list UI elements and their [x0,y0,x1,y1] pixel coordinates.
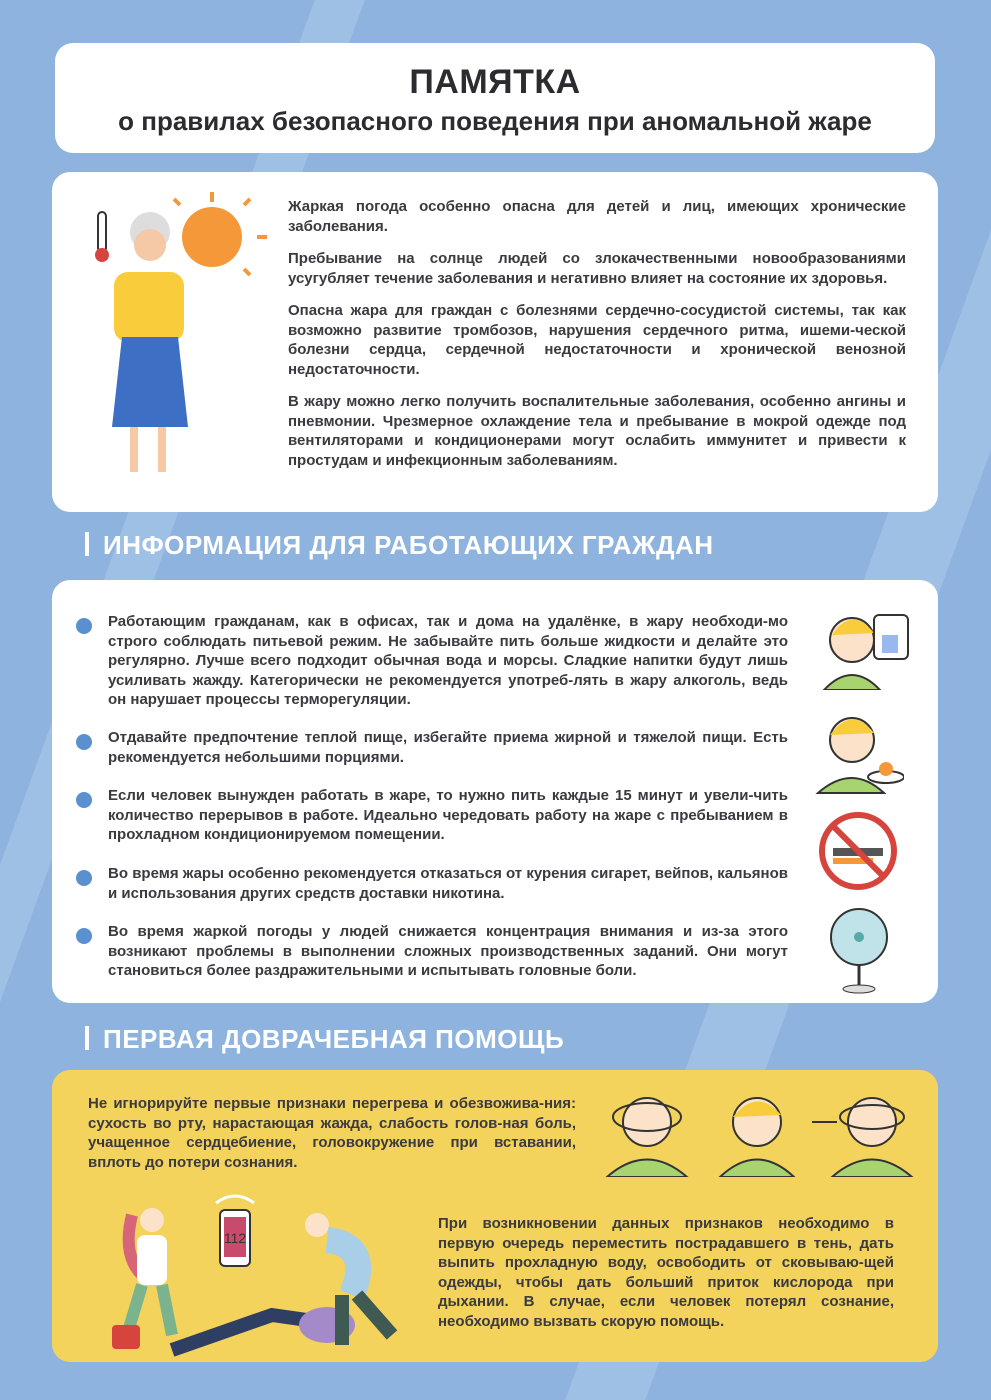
overheating-symptoms-illustration [602,1082,922,1177]
title-card [55,43,935,153]
section-heading-work: ИНФОРМАЦИЯ ДЛЯ РАБОТАЮЩИХ ГРАЖДАН [85,530,714,561]
list-item: Если человек вынужден работать в жаре, то нужно пить каждые 15 минут и увели-чить количество перерывов в работе. Идеально чередовать работу на жаре с пребыванием в прохладном кондиционируемом помещении. [86,786,788,845]
list-item: Отдавайте предпочтение теплой пище, избегайте приема жирной и тяжелой пищи. Есть рекомендуется небольшими порциями. [86,728,788,767]
list-item: Работающим гражданам, как в офисах, так и дома на удалёнке, в жару необходи-мо строго соблюдать питьевой режим. Не забывайте пить больше жидкости и делайте это регулярно. Лучше всего подходит обычная вода и морсы. Сладкие напитки будут лишь усиливать жажду. Категорически не рекомендуется употреб-лять в жару алкоголь, ведь он нарушает процессы терморегуляции. [86,612,788,710]
page-subtitle: о правилах безопасного поведения при аномальной жаре [118,106,872,136]
first-aid-panel [52,1070,938,1362]
list-item: Во время жаркой погоды у людей снижается концентрация внимания и из-за этого возникают проблемы в выполнении сложных производственных заданий. Они могут становиться более раздражительными и испытывать головные боли. [86,922,788,981]
no-smoking-icon [817,810,899,892]
elderly-woman-heat-illustration [92,187,282,487]
bullet-icon [76,618,92,634]
intro-paragraph: Пребывание на солнце людей со злокачественными новообразованиями усугубляет течение заболевания и негативно влияет на состояние их здоровья. [288,250,906,287]
section-heading-aid: ПЕРВАЯ ДОВРАЧЕБНАЯ ПОМОЩЬ [85,1024,564,1055]
drinking-water-icon [822,605,912,690]
first-aid-scene-illustration [112,1185,412,1360]
intro-paragraph: Жаркая погода особенно опасна для детей и лиц, имеющих хронические заболевания. [288,198,906,235]
fan-icon [822,905,897,995]
intro-paragraph: Опасна жара для граждан с болезнями сердечно-сосудистой системы, так как возможно развитие тромбозов, нарушения сердечного ритма, ишеми-ческой болезни сердца, сердечной недостаточности и хронической венозной недостаточности. [288,302,906,378]
aid-instructions-text: При возникновении данных признаков необходимо в первую очередь переместить пострадавшего в тень, дать выпить прохладную воду, освободить от сковываю-щей одежды, чтобы дать больший приток кислорода при дыхании. В случае, если человек потерял сознание, необходимо вызвать скорую помощь. [438,1215,894,1330]
work-info-card [52,580,938,1003]
food-nausea-icon [814,705,904,795]
bullet-icon [76,734,92,750]
aid-symptoms-text: Не игнорируйте первые признаки перегрева и обезвожива-ния: сухость во рту, нарастающая жажда, слабость голов-ная боль, учащенное сердцебиение, головокружение при вставании, вплоть до потери сознания. [88,1095,576,1171]
bullet-icon [76,792,92,808]
intro-card [52,172,938,512]
page-title: ПАМЯТКА [409,63,581,101]
phone-number-112: 112 [223,1230,247,1246]
bullet-icon [76,870,92,886]
list-item: Во время жары особенно рекомендуется отказаться от курения сигарет, вейпов, кальянов и использования других средств доставки никотина. [86,864,788,903]
intro-paragraph: В жару можно легко получить воспалительные заболевания, особенно ангины и пневмонии. Чрезмерное охлаждение тела и пребывание в мокрой одежде под вентиляторами и кондиционерами могут ослабить иммунитет и привести к простудам и инфекционным заболеваниям. [288,393,906,469]
bullet-icon [76,928,92,944]
